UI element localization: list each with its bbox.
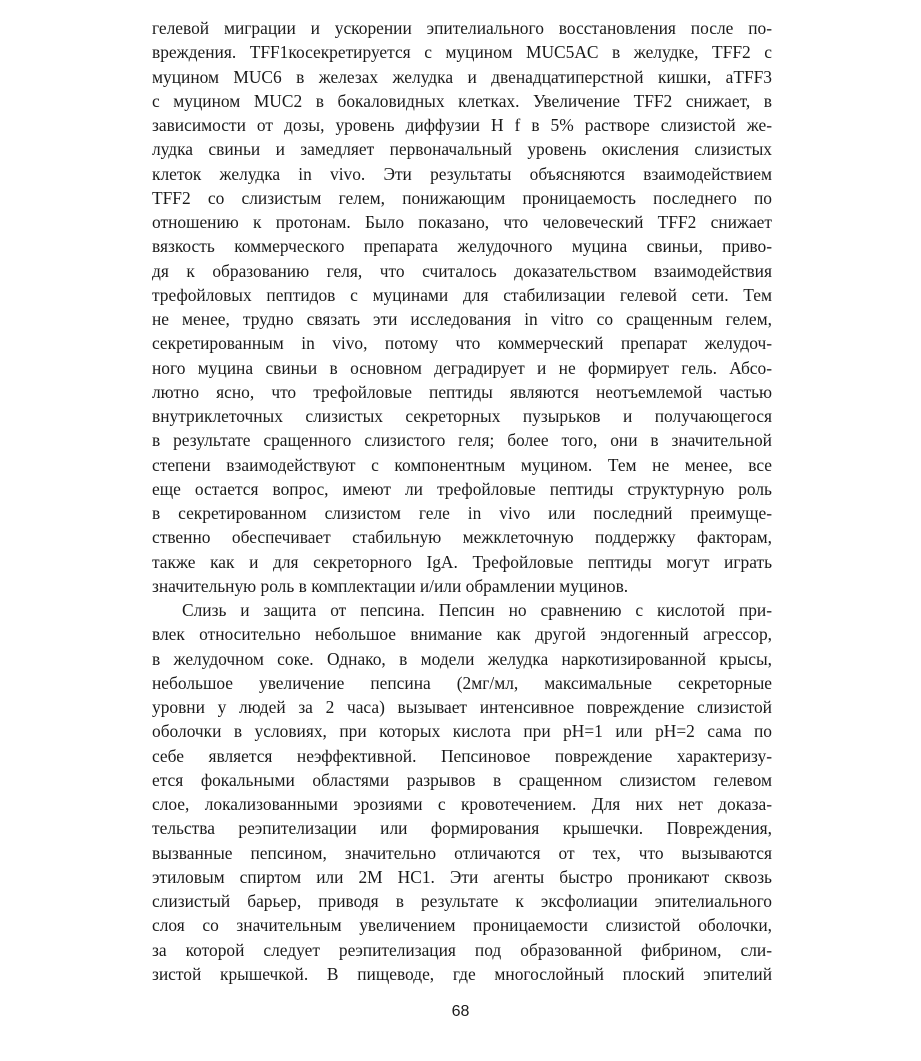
text-line: в результате сращенного слизистого геля; более того, они в значительной — [152, 430, 772, 451]
text-line: с муцином MUC2 в бокаловидных клетках. Увеличение TFF2 снижает, в — [152, 90, 772, 111]
text-line: слое, локализованными эрозиями с кровотечением. Для них нет доказа- — [152, 794, 772, 814]
text-line: слоя со значительным увеличением проницаемости слизистой оболочки, — [152, 915, 772, 936]
text-line: гелевой миграции и ускорении эпителиального восстановления после по- — [152, 18, 772, 38]
text-line: в желудочном соке. Однако, в модели желудка наркотизированной крысы, — [152, 648, 772, 669]
text-line: степени взаимодействуют с компонентным муцином. Тем не менее, все — [152, 454, 772, 475]
text-line: не менее, трудно связать эти исследования in vitro со сращенным гелем, — [152, 309, 772, 329]
text-line: этиловым спиртом или 2M HC1. Эти агенты быстро проникают сквозь — [152, 866, 772, 887]
text-line: уровни у людей за 2 часа) вызывает интенсивное повреждение слизистой — [152, 697, 772, 717]
text-line: ного муцина свиньи в основном деградирует и не формирует гель. Абсо- — [152, 357, 772, 378]
text-line: лютно ясно, что трефойловые пептиды являются неотъемлемой частью — [152, 381, 772, 402]
page-number: 68 — [451, 1003, 470, 1020]
text-line: ется фокальными областями разрывов в сращенном слизистом гелевом — [152, 769, 772, 790]
text-line: внутриклеточных слизистых секреторных пузырьков и получающегося — [152, 406, 772, 426]
text-line: влек относительно небольшое внимание как другой эндогенный агрессор, — [152, 624, 772, 645]
text-line: тельства реэпителизации или формирования крышечки. Повреждения, — [152, 818, 772, 839]
text-line: секретированным in vivo, потому что коммерческий препарат желудоч- — [152, 333, 772, 354]
text-line: зависимости от дозы, уровень диффузии H f в 5% растворе слизистой же- — [152, 115, 772, 135]
text-line: ственно обеспечивает стабильную межклеточную поддержку факторам, — [152, 527, 772, 548]
text-line: себе является неэффективной. Пепсиновое повреждение характеризу- — [152, 745, 772, 766]
text-line: за которой следует реэпителизация под образованной фибрином, сли- — [152, 939, 772, 960]
text-line: отношению к протонам. Было показано, что человеческий TFF2 снижает — [152, 212, 772, 232]
paragraph-first-line: Слизь и защита от пепсина. Пепсин но сравнению с кислотой при- — [182, 600, 772, 620]
text-line: еще остается вопрос, имеют ли трефойловые пептиды структурную роль — [152, 478, 772, 499]
text-line: значительную роль в комплектации и/или обрамлении муцинов. — [152, 575, 629, 596]
text-line: зистой крышечкой. В пищеводе, где многослойный плоский эпителий — [152, 963, 772, 984]
text-line: вязкость коммерческого препарата желудочного муцина свиньи, приво- — [152, 236, 772, 257]
text-line: оболочки в условиях, при которых кислота при pH=1 или pH=2 сама по — [152, 721, 772, 742]
text-line: вызванные пепсином, значительно отличаются от тех, что вызываются — [152, 842, 772, 863]
text-line: также как и для секреторного IgA. Трефойловые пептиды могут играть — [152, 551, 772, 572]
text-line: муцином MUC6 в железах желудка и двенадцатиперстной кишки, aTFF3 — [152, 66, 772, 87]
text-line: вреждения. TFF1косекретируется с муцином MUC5AC в желудке, TFF2 с — [152, 42, 772, 63]
text-line: слизистый барьер, приводя в результате к эксфолиации эпителиального — [152, 891, 772, 911]
text-line: TFF2 со слизистым гелем, понижающим проницаемость последнего по — [152, 187, 772, 208]
text-line: лудка свиньи и замедляет первоначальный уровень окисления слизистых — [152, 139, 772, 160]
text-line: дя к образованию геля, что считалось доказательством взаимодействия — [152, 260, 772, 281]
text-line: клеток желудка in vivo. Эти результаты объясняются взаимодействием — [152, 163, 772, 184]
text-line: небольшое увеличение пепсина (2мг/мл, максимальные секреторные — [152, 672, 772, 693]
text-line: в секретированном слизистом геле in vivo или последний преимуще- — [152, 503, 772, 523]
body-text — [152, 16, 772, 986]
text-line: трефойловых пептидов с муцинами для стабилизации гелевой сети. Тем — [152, 284, 772, 305]
